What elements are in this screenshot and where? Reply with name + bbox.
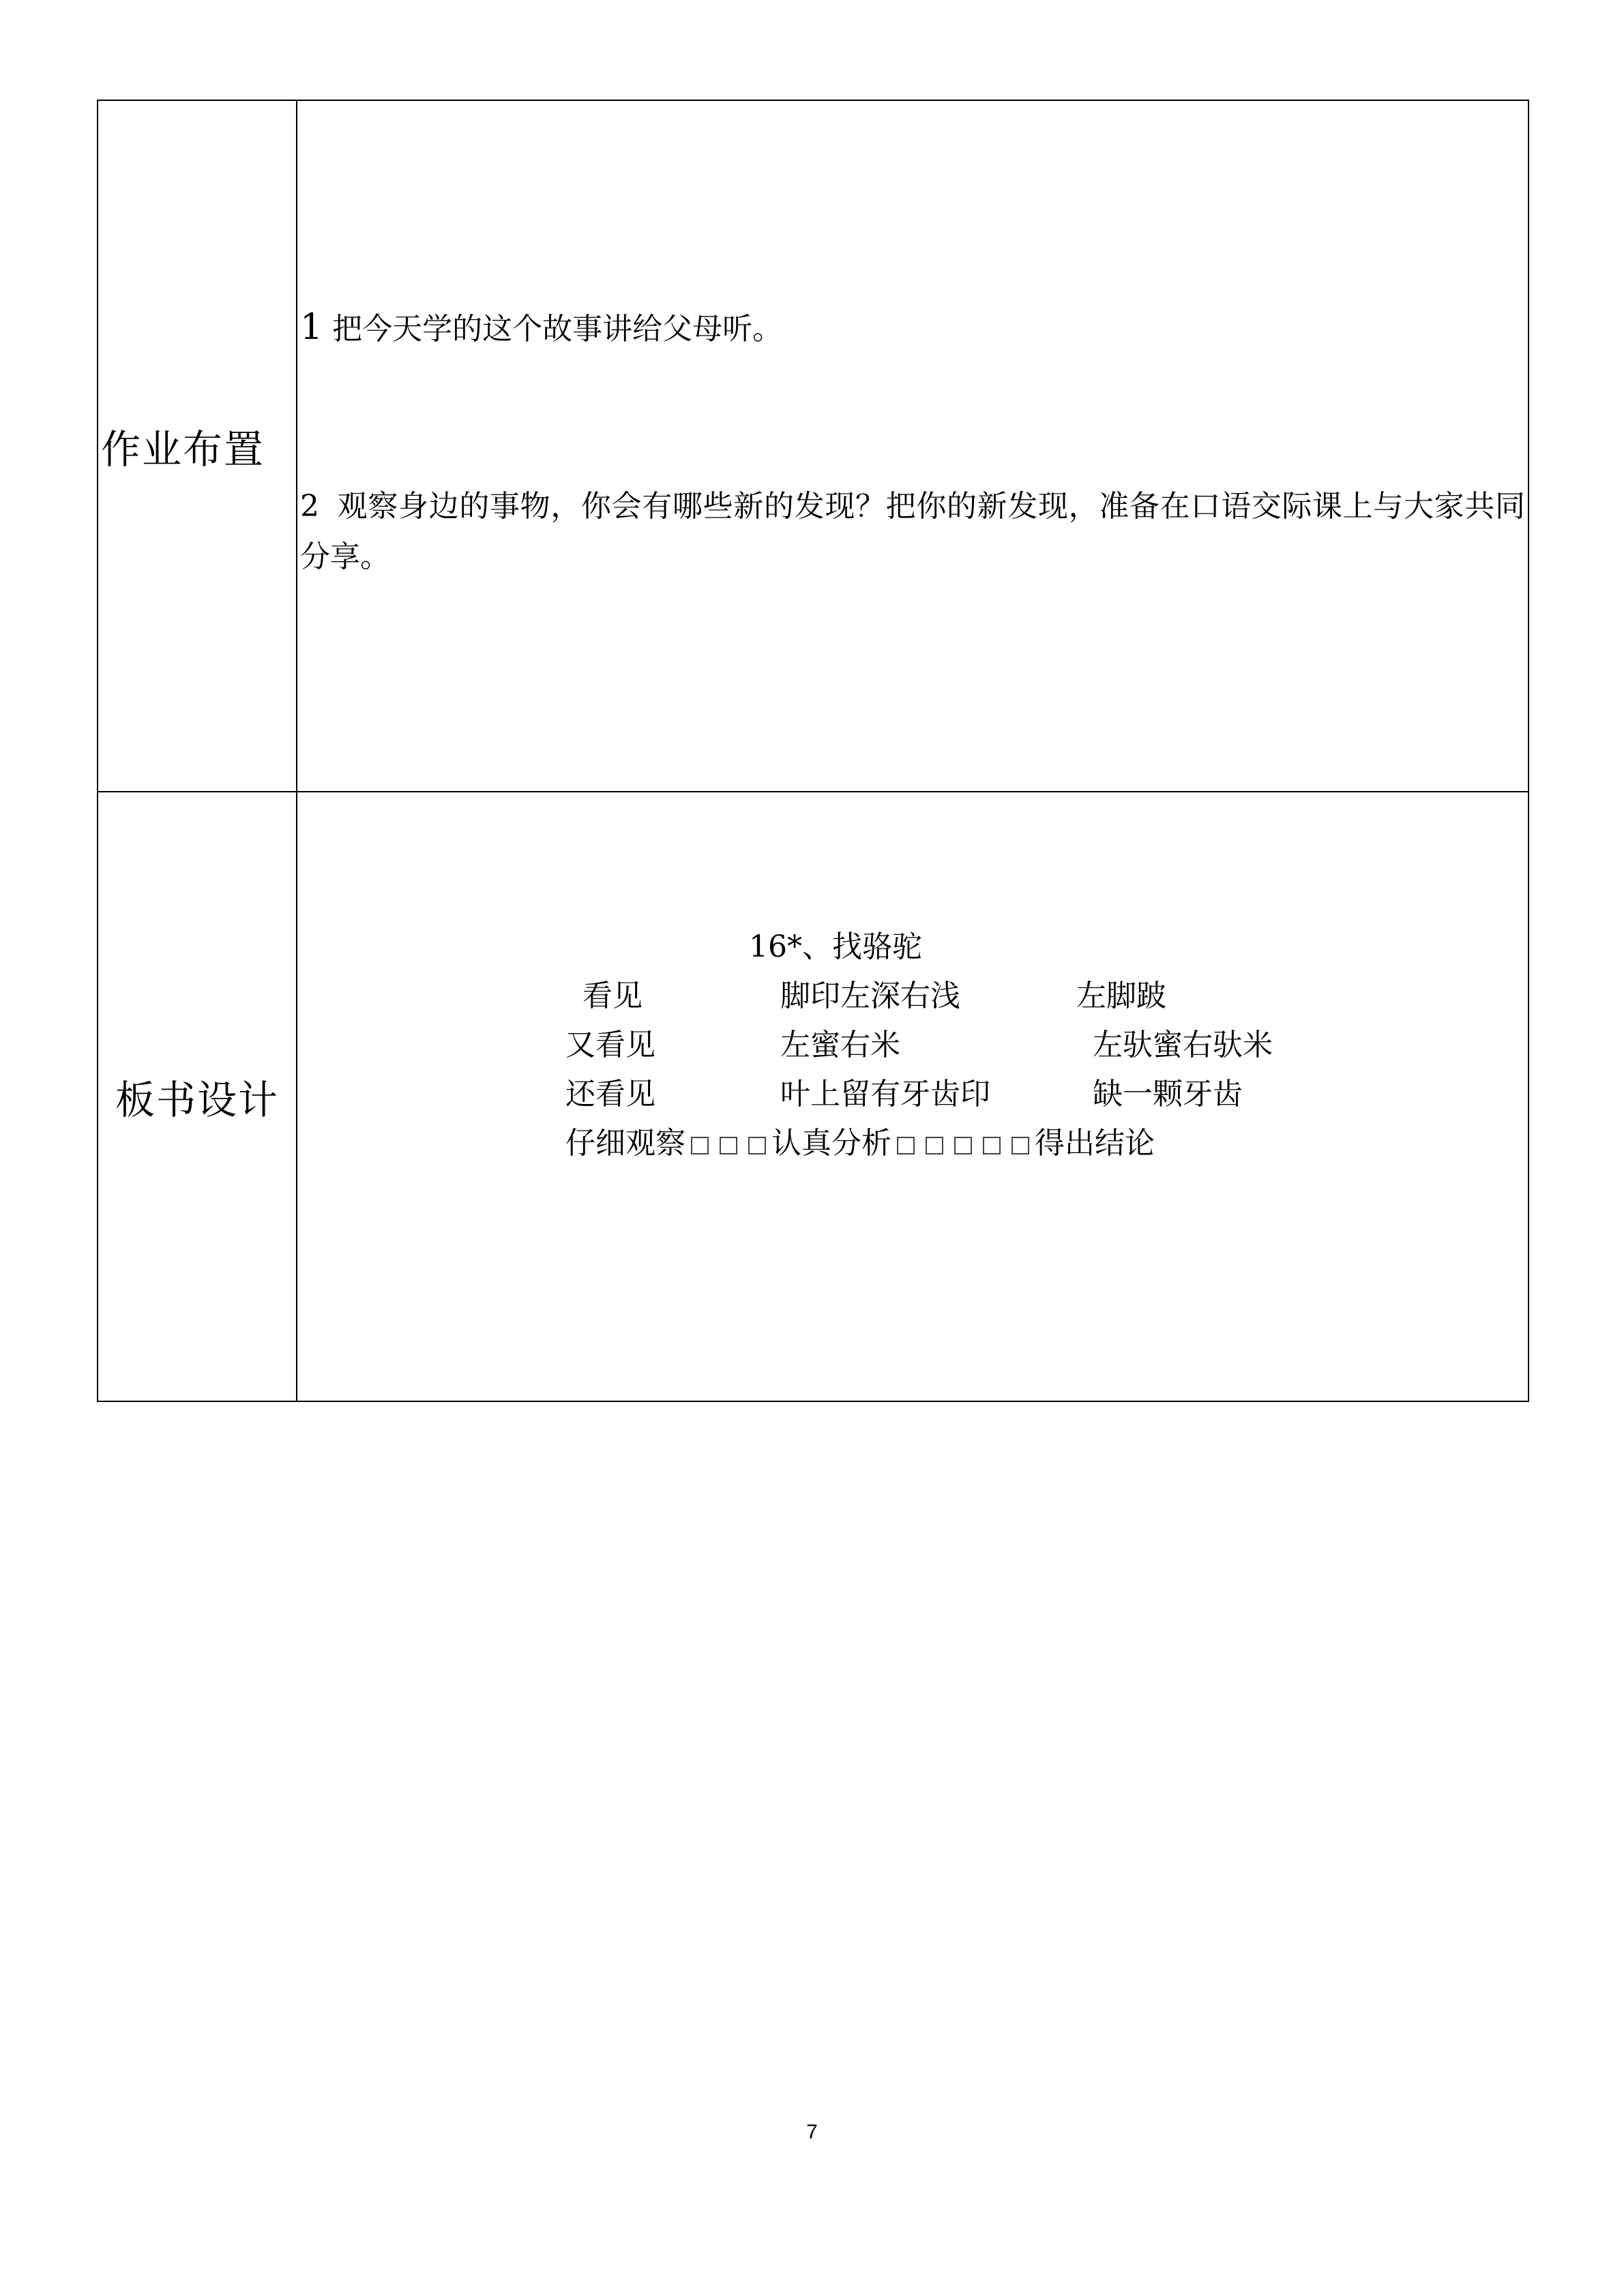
placeholder-box (983, 1137, 1001, 1154)
homework-label: 作业布置 (101, 426, 265, 473)
board-row-2-col3: 左驮蜜右驮米 (1093, 1028, 1273, 1062)
board-row-3-col3: 缺一颗牙齿 (1093, 1077, 1243, 1112)
homework-item-1 (300, 304, 782, 348)
flow-step-conclude: 得出结论 (1035, 1126, 1155, 1161)
placeholder-box (954, 1137, 972, 1154)
flow-step-analyze: 认真分析 (771, 1126, 891, 1161)
board-content-cell (297, 792, 1529, 1401)
board-row-1-col2: 脚印左深右浅 (780, 979, 960, 1013)
board-row-1-col3: 左脚跛 (1076, 979, 1166, 1013)
lesson-plan-table (97, 100, 1529, 1402)
placeholder-box (926, 1137, 943, 1154)
placeholder-box (748, 1137, 766, 1154)
placeholder-box (1012, 1137, 1029, 1154)
board-row-2-col2: 左蜜右米 (780, 1028, 900, 1062)
homework-row (98, 100, 1529, 792)
board-row-3-col2: 叶上留有牙齿印 (780, 1077, 990, 1112)
board-title: 16*、找骆驼 (749, 929, 922, 964)
homework-item-2 (300, 481, 1525, 582)
board-flow-line (565, 1118, 1155, 1162)
flow-step-observe: 仔细观察 (565, 1126, 685, 1161)
board-row-3-col1: 还看见 (565, 1077, 655, 1112)
board-label-cell (98, 792, 297, 1401)
homework-label-cell (98, 100, 297, 792)
homework-item-1-text: 把今天学的这个故事讲给父母听。 (332, 312, 783, 346)
page-number: 7 (806, 2121, 818, 2143)
board-design-row (98, 792, 1529, 1401)
board-label: 板书设计 (115, 1077, 279, 1123)
homework-item-1-number: 1 (300, 307, 323, 348)
placeholder-box (897, 1137, 915, 1154)
homework-item-2-text: 观察身边的事物，你会有哪些新的发现？把你的新发现，准备在口语交际课上与大家共同分享。 (300, 489, 1525, 574)
homework-item-2-number: 2 (300, 489, 319, 524)
board-row-2-col1: 又看见 (565, 1028, 655, 1062)
homework-content-cell (297, 100, 1529, 792)
board-row-1-col1: 看见 (582, 979, 643, 1013)
placeholder-box (720, 1137, 737, 1154)
placeholder-box (691, 1137, 709, 1154)
